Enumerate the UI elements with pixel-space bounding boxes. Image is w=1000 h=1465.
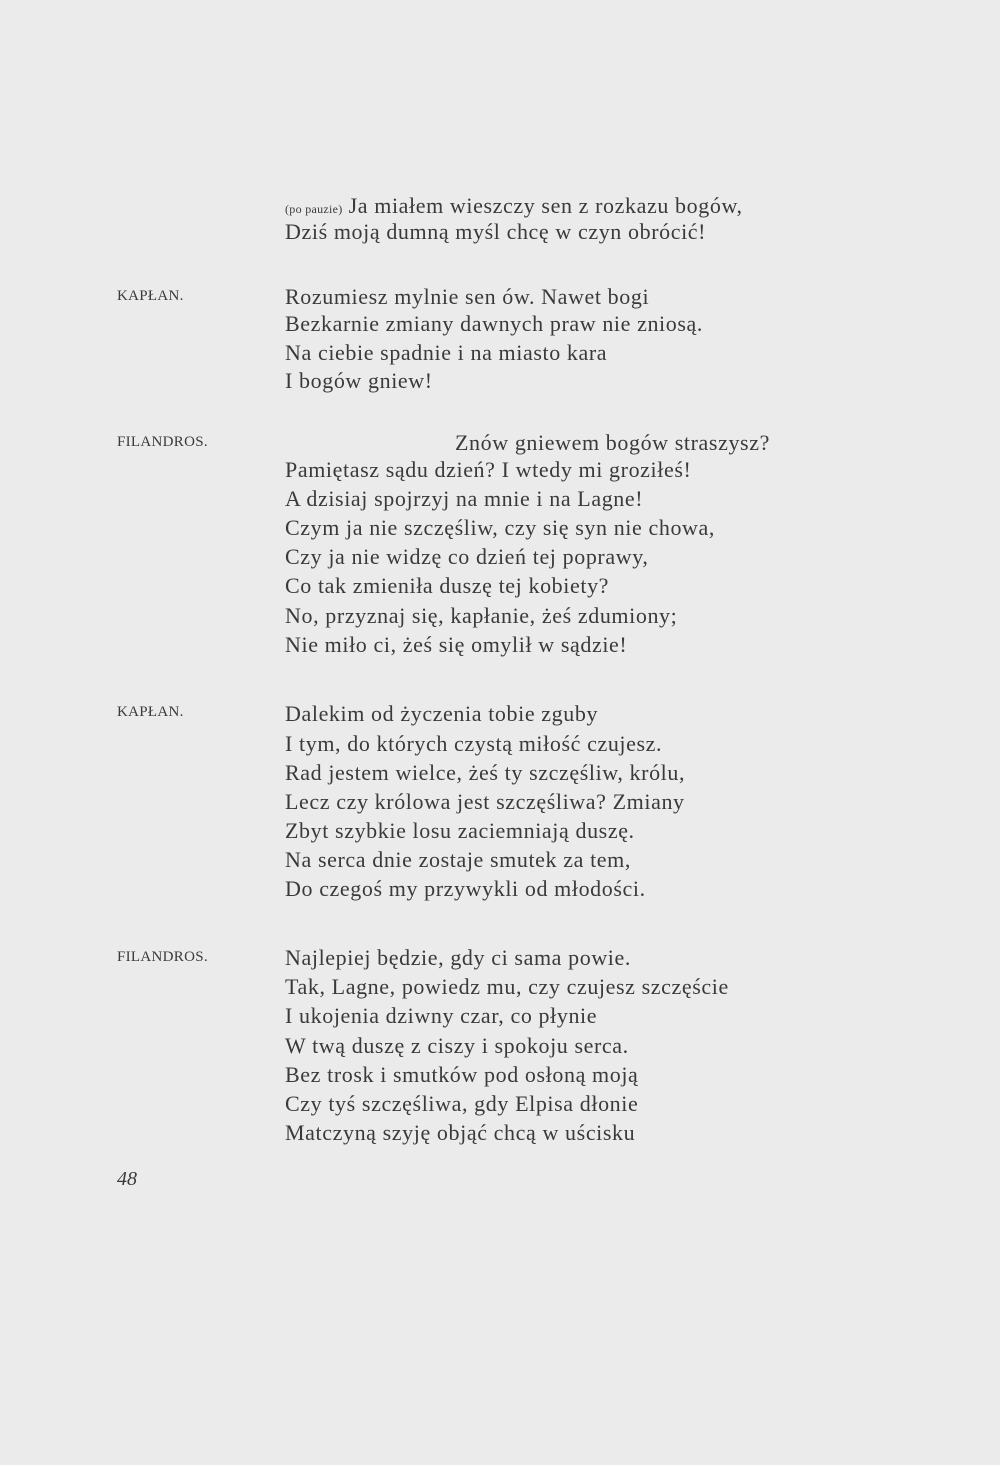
speaker-name: KAPŁAN. [117,704,184,720]
page-number: 48 [117,1168,137,1190]
verse-line: Bezkarnie zmiany dawnych praw nie zniosą. [285,311,703,336]
verse-line: Nie miło ci, żeś się omylił w sądzie! [285,632,628,657]
verse-line: Co tak zmieniła duszę tej kobiety? [285,573,610,598]
verse-line: Rad jestem wielce, żeś ty szczęśliw, królu, [285,760,686,785]
verse-line: Pamiętasz sądu dzień? I wtedy mi groziłeś! [285,457,692,482]
verse-line: Dalekim od życzenia tobie zguby [285,701,599,726]
verse-line: Rozumiesz mylnie sen ów. Nawet bogi [285,284,650,309]
verse-line: (po pauzie) Ja miałem wieszczy sen z rozkazu bogów, [285,193,743,218]
verse-line: I tym, do których czystą miłość czujesz. [285,731,663,756]
verse-line: Do czegoś my przywykli od młodości. [285,876,646,901]
speaker-name: KAPŁAN. [117,288,184,304]
verse-line: I bogów gniew! [285,368,433,393]
verse-line: Dziś moją dumną myśl chcę w czyn obrócić! [285,219,707,244]
verse-line: Najlepiej będzie, gdy ci sama powie. [285,945,631,970]
verse-line: Znów gniewem bogów straszysz? [455,430,770,455]
verse-line: Na ciebie spadnie i na miasto kara [285,340,608,365]
verse-line: Tak, Lagne, powiedz mu, czy czujesz szczęście [285,974,729,999]
stage-direction: (po pauzie) [285,202,343,216]
verse-line: Czy ja nie widzę co dzień tej poprawy, [285,544,649,569]
verse-line: I ukojenia dziwny czar, co płynie [285,1003,598,1028]
verse-line: Czy tyś szczęśliwa, gdy Elpisa dłonie [285,1091,639,1116]
verse-line: Na serca dnie zostaje smutek za tem, [285,847,631,872]
verse-line: Lecz czy królowa jest szczęśliwa? Zmiany [285,789,685,814]
verse-line: W twą duszę z ciszy i spokoju serca. [285,1033,629,1058]
verse-line: Matczyną szyję objąć chcą w uścisku [285,1120,636,1145]
speaker-name: FILANDROS. [117,434,208,450]
verse-line: Bez trosk i smutków pod osłoną moją [285,1062,639,1087]
verse-line: A dzisiaj spojrzyj na mnie i na Lagne! [285,486,644,511]
verse-line: Czym ja nie szczęśliw, czy się syn nie chowa, [285,515,715,540]
speaker-name: FILANDROS. [117,949,208,965]
verse-line: No, przyznaj się, kapłanie, żeś zdumiony; [285,603,678,628]
verse-line: Zbyt szybkie losu zaciemniają duszę. [285,818,635,843]
